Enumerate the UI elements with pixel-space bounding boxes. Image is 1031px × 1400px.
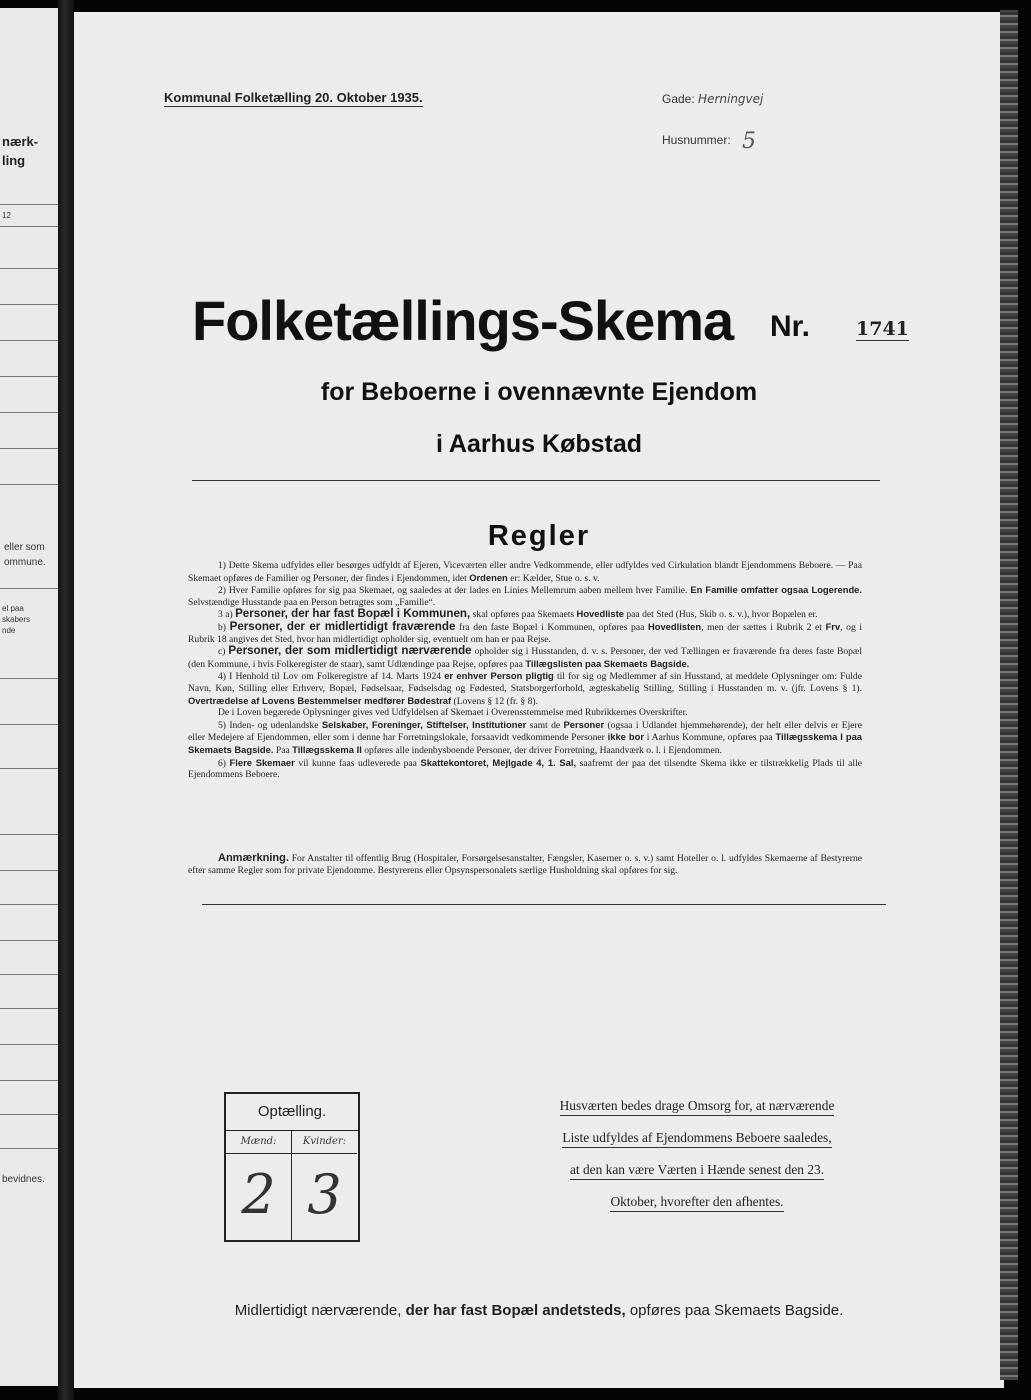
- women-column: [292, 1131, 357, 1240]
- house-number-row: [662, 125, 757, 154]
- left-page-fragment: skabers: [2, 615, 31, 624]
- rule-4-note: De i Loven begærede Oplysninger gives ved Udfyldelsen af Skemaet i Overensstemmelse med Rubrikkernes Overskrifter.: [218, 707, 688, 719]
- rules-heading: Regler: [487, 520, 591, 552]
- form-title: Folketællings-Skema: [192, 289, 734, 352]
- divider: [202, 904, 886, 905]
- notice-line: Oktober, hvorefter den afhentes.: [610, 1194, 783, 1212]
- left-page-fragment: ommune.: [4, 557, 46, 568]
- women-count: 3: [307, 1163, 342, 1226]
- page-edge: [1000, 10, 1018, 1380]
- men-column: [226, 1131, 292, 1240]
- landlord-notice: [532, 1092, 862, 1220]
- form-subtitle-2: i Aarhus Købstad: [435, 430, 643, 458]
- notice-line: Liste udfyldes af Ejendommens Beboere saaledes,: [562, 1130, 831, 1148]
- left-page-fragment: nde: [2, 626, 16, 635]
- rule-4: 4) I Henhold til Lov om Folkeregistre af 14. Marts 1924 er enhver Person pligtig til for sig og Medlemmer af sin Husstand, at meddele Oplysninger om: Fulde Navn, Køn, Stilling eller Erhverv, Bopæl, Fødselsaar, Fødselsdag og Fødested, Statsborgerforhold, ægteskabelig Stilling, Stilling i Husstanden m. v. (jfr. Lovens § 1). Overtrædelse af Lovens Bestemmelser medfører Bødestraf (Lovens § 12 (fr. § 8).: [188, 670, 862, 707]
- rule-6: 6) Flere Skemaer vil kunne faas udleverede paa Skattekontoret, Mejlgade 4, 1. Sal, saafremt der paa det tilsendte Skema ikke er tilstrækkelig Plads til alle Ejendommens Beboere.: [188, 756, 863, 781]
- census-form-page: [74, 12, 1004, 1388]
- rules-text: [188, 560, 862, 781]
- footer-note: Midlertidigt nærværende, der har fast Bopæl andetsteds, opføres paa Skemaets Bagside.: [234, 1302, 844, 1319]
- count-box: [224, 1092, 360, 1242]
- left-page-fragment: ling: [2, 153, 26, 168]
- form-number-label: Nr.: [770, 310, 811, 343]
- rule-1: 1) Dette Skema udfyldes eller besørges udfyldt af Ejeren, Viceværten eller andre Vedkommende, eller udfyldes ved Cirkulation blandt Ejendommens Beboere. — Paa Skemaet opføres de Familier og Personer, der findes i Ejendommen, idet Ordenen er: Kælder, Stue o. s. v.: [188, 560, 862, 584]
- book-spine: [58, 0, 74, 1400]
- men-count: 2: [241, 1163, 276, 1226]
- notice-line: at den kan være Værten i Hænde senest den 23.: [570, 1162, 824, 1180]
- rule-3c: c) Personer, der som midlertidigt nærværende opholder sig i Husstanden, d. v. s. Personer, der ved Tællingen er fraværende fra deres faste Bopæl (den Kommune, i hvis Folkeregister de staar), samt Udlændinge paa Rejse, opføres paa Tillægslisten paa Skemaets Bagside.: [188, 644, 863, 670]
- remark-text: For Anstalter til offentlig Brug (Hospitaler, Forsørgelsesanstalter, Fængsler, Kaserner o. s. v.) samt Hoteller o. l. udfyldes Skemaerne af Bestyrerne efter samme Regler som for private Ejendomme. Bestyrerens eller Opsynspersonalets særlige Husholdning skal opføres for sig.: [188, 853, 862, 876]
- house-number-value: 5: [742, 129, 757, 154]
- women-label: Kvinder:: [292, 1131, 357, 1154]
- notice-line: Husværten bedes drage Omsorg for, at nærværende: [560, 1098, 835, 1116]
- street-value: Herningvej: [698, 92, 764, 106]
- left-page-strip: [0, 8, 60, 1386]
- remark-label: Anmærkning.: [218, 852, 289, 864]
- rule-2: 2) Hver Familie opføres for sig paa Skemaet, og saaledes at der lades en Linies Mellemrum aaben mellem hver Familie. En Familie omfatter ogsaa Logerende. Selvstændige Husstande paa en Person betragtes som „Familie“.: [188, 584, 862, 608]
- form-subtitle-1: for Beboerne i ovennævnte Ejendom: [320, 378, 758, 406]
- rule-3a: 3 a) Personer, der har fast Bopæl i Kommunen, skal opføres paa Skemaets Hovedliste paa det Sted (Hus, Skib o. s. v.), hvor Bopælen er.: [218, 607, 818, 621]
- divider: [192, 480, 880, 481]
- rule-5: 5) Inden- og udenlandske Selskaber, Foreninger, Stiftelser, Institutioner samt de Personer (ogsaa i Udlandet hjemmehørende), der helt eller delvis er Ejere eller Medejere af Ejendommen, eller som i denne har Forretningslokale, forsaavidt vedkommende Personer ikke bor i Aarhus Kommune, opføres paa Tillægsskema I paa Skemaets Bagside. Paa Tillægsskema II opføres alle indenbysboende Personer, der driver Forretning, Haandværk o. l. i Ejendommen.: [188, 718, 863, 756]
- street-row: [662, 92, 763, 106]
- house-number-label: Husnummer:: [662, 133, 731, 147]
- left-page-fragment: 12: [2, 211, 11, 220]
- left-page-fragment: nærk-: [2, 134, 39, 149]
- census-title: Kommunal Folketælling 20. Oktober 1935.: [164, 90, 423, 105]
- remark: [188, 852, 862, 877]
- rule-3b: b) Personer, der er midlertidigt fraværende fra den faste Bopæl i Kommunen, opføres paa Hovedlisten, men der sættes i Rubrik 2 et Frv, og i Rubrik 18 angives det Sted, hvor han midlertidigt opholder sig, eventuelt om han er paa Rejse.: [188, 619, 863, 645]
- left-page-fragment: bevidnes.: [2, 1174, 45, 1185]
- left-page-fragment: el paa: [2, 604, 24, 613]
- left-page-fragment: eller som: [4, 542, 45, 553]
- men-label: Mænd:: [226, 1131, 291, 1154]
- count-box-title: Optælling.: [226, 1094, 358, 1131]
- form-number-value: 1741: [856, 318, 909, 340]
- street-label: Gade:: [662, 92, 695, 106]
